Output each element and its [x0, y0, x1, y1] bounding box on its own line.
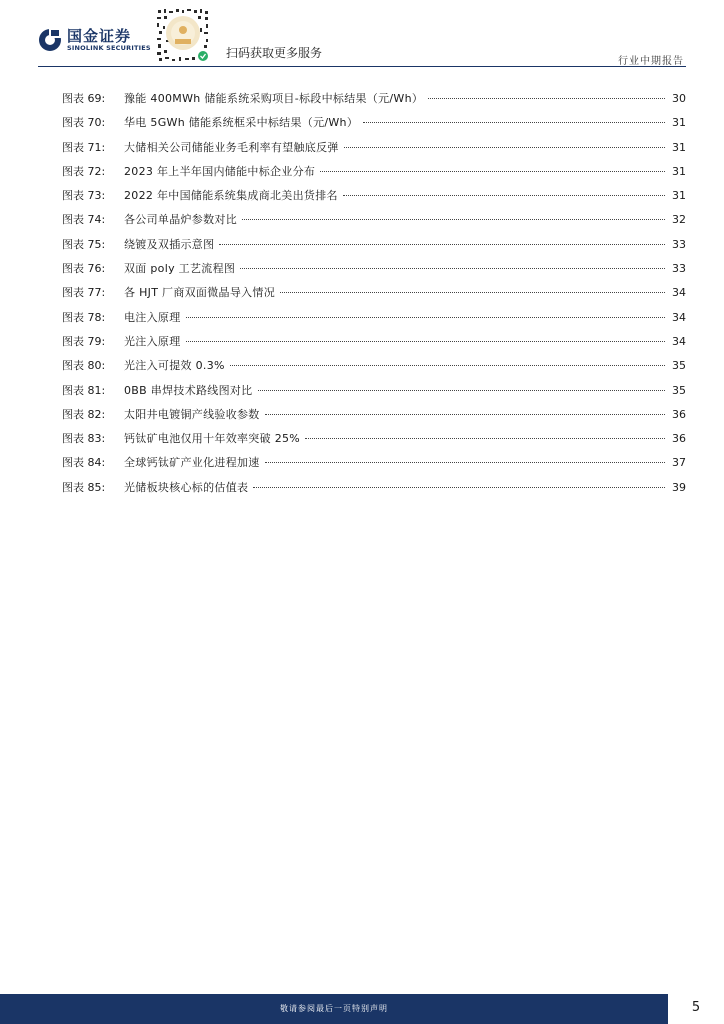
toc-entry-page: 30 [672, 92, 686, 105]
toc-entry-label: 图表 85: [62, 480, 106, 494]
toc-entry-leader [219, 244, 665, 245]
toc-entry-label: 图表 80: [62, 359, 106, 373]
toc-entry[interactable] [62, 163, 686, 187]
toc-entry-label: 图表 69: [62, 92, 106, 105]
toc-entry-label: 图表 82: [62, 407, 106, 421]
toc-entry-label: 图表 70: [62, 116, 106, 130]
toc-entry-page: 34 [672, 310, 686, 324]
toc-entry-label: 图表 81: [62, 383, 106, 397]
toc-entry-page: 31 [672, 164, 686, 178]
toc-entry-title: 光注入可提效 0.3% [124, 359, 225, 373]
toc-entry-leader [253, 487, 665, 488]
toc-entry[interactable] [62, 309, 686, 333]
toc-entry-label: 图表 71: [62, 140, 106, 154]
toc-entry-label: 图表 84: [62, 456, 106, 470]
toc-entry-title: 双面 poly 工艺流程图 [124, 262, 236, 276]
toc-entry-title: 华电 5GWh 储能系统框采中标结果（元/Wh） [124, 116, 359, 130]
toc-entry-label: 图表 75: [62, 237, 106, 251]
toc-entry-page: 31 [672, 116, 686, 130]
toc-entry-page: 35 [672, 359, 686, 373]
toc-entry-label: 图表 76: [62, 262, 106, 276]
logo-chinese-name: 国金证券 [67, 27, 132, 45]
toc-entry[interactable] [62, 357, 686, 381]
toc-entry-title: 电注入原理 [124, 310, 181, 324]
toc-entry-title: 钙钛矿电池仅用十年效率突破 25% [124, 432, 301, 446]
toc-entry-leader [305, 438, 665, 439]
toc-entry-title: 光注入原理 [124, 334, 181, 348]
sinolink-logo-icon [38, 28, 62, 52]
toc-entry[interactable] [62, 211, 686, 235]
toc-entry-leader [258, 390, 666, 391]
toc-entry-title: 光储板块核心标的估值表 [124, 480, 249, 494]
toc-entry-title: 0BB 串焊技术路线图对比 [124, 383, 253, 397]
toc-entry-leader [363, 122, 665, 123]
toc-entry-leader [320, 171, 665, 172]
toc-entry-page: 36 [672, 432, 686, 446]
toc-entry-leader [230, 365, 665, 366]
toc-entry-label: 图表 72: [62, 164, 106, 178]
toc-entry-leader [186, 317, 666, 318]
toc-entry-label: 图表 83: [62, 432, 106, 446]
toc-entry-leader [280, 292, 665, 293]
toc-entry[interactable] [62, 187, 686, 211]
toc-entry-title: 绕镀及双插示意图 [124, 237, 215, 251]
toc-entry-leader [343, 195, 665, 196]
toc-entry[interactable] [62, 90, 686, 114]
toc-entry-page: 31 [672, 140, 686, 154]
toc-entry[interactable] [62, 236, 686, 260]
toc-entry-page: 33 [672, 237, 686, 251]
logo-english-name: SINOLINK SECURITIES [67, 44, 151, 52]
toc-entry-page: 34 [672, 286, 686, 300]
toc-entry-leader [242, 219, 665, 220]
figure-table-of-contents [62, 90, 686, 503]
scan-qr-text: 扫码获取更多服务 [226, 46, 323, 60]
toc-entry-title: 2022 年中国储能系统集成商北美出货排名 [124, 189, 338, 203]
toc-entry-title: 太阳井电镀铜产线验收参数 [124, 407, 260, 421]
header-divider [38, 66, 686, 67]
qr-code-icon[interactable] [154, 6, 212, 64]
toc-entry-title: 各 HJT 厂商双面微晶导入情况 [124, 286, 276, 300]
toc-entry-label: 图表 79: [62, 334, 106, 348]
toc-entry-leader [265, 414, 665, 415]
toc-entry-page: 31 [672, 189, 686, 203]
page-footer [0, 994, 724, 1024]
page-number: 5 [691, 1000, 701, 1015]
toc-entry-page: 36 [672, 407, 686, 421]
toc-entry[interactable] [62, 454, 686, 478]
toc-entry-page: 35 [672, 383, 686, 397]
toc-entry[interactable] [62, 284, 686, 308]
toc-entry-title: 大储相关公司储能业务毛利率有望触底反弹 [124, 140, 339, 154]
footer-bar [0, 994, 668, 1024]
report-type: 行业中期报告 [618, 56, 684, 67]
toc-entry[interactable] [62, 479, 686, 503]
toc-entry-page: 32 [672, 213, 686, 227]
toc-entry-label: 图表 77: [62, 286, 106, 300]
toc-entry-leader [265, 462, 665, 463]
toc-entry[interactable] [62, 114, 686, 138]
toc-entry-label: 图表 78: [62, 310, 106, 324]
toc-entry-title: 2023 年上半年国内储能中标企业分布 [124, 164, 316, 178]
toc-entry-title: 全球钙钛矿产业化进程加速 [124, 456, 260, 470]
toc-entry-leader [240, 268, 665, 269]
toc-entry-page: 34 [672, 334, 686, 348]
toc-entry[interactable] [62, 406, 686, 430]
toc-entry-page: 39 [672, 480, 686, 494]
toc-entry[interactable] [62, 333, 686, 357]
toc-entry-label: 图表 74: [62, 213, 106, 227]
toc-entry[interactable] [62, 382, 686, 406]
toc-entry-title: 各公司单晶炉参数对比 [124, 213, 237, 227]
toc-entry[interactable] [62, 139, 686, 163]
toc-entry-leader [344, 147, 665, 148]
toc-entry-label: 图表 73: [62, 189, 106, 203]
toc-entry-leader [428, 98, 665, 99]
sinolink-logo [38, 28, 151, 52]
toc-entry-page: 33 [672, 262, 686, 276]
toc-entry[interactable] [62, 260, 686, 284]
toc-entry-page: 37 [672, 456, 686, 470]
page-header [0, 0, 724, 68]
footer-disclaimer: 敬请参阅最后一页特别声明 [280, 1004, 388, 1013]
toc-entry-leader [186, 341, 666, 342]
toc-entry-title: 豫能 400MWh 储能系统采购项目-标段中标结果（元/Wh） [124, 92, 424, 105]
toc-entry[interactable] [62, 430, 686, 454]
